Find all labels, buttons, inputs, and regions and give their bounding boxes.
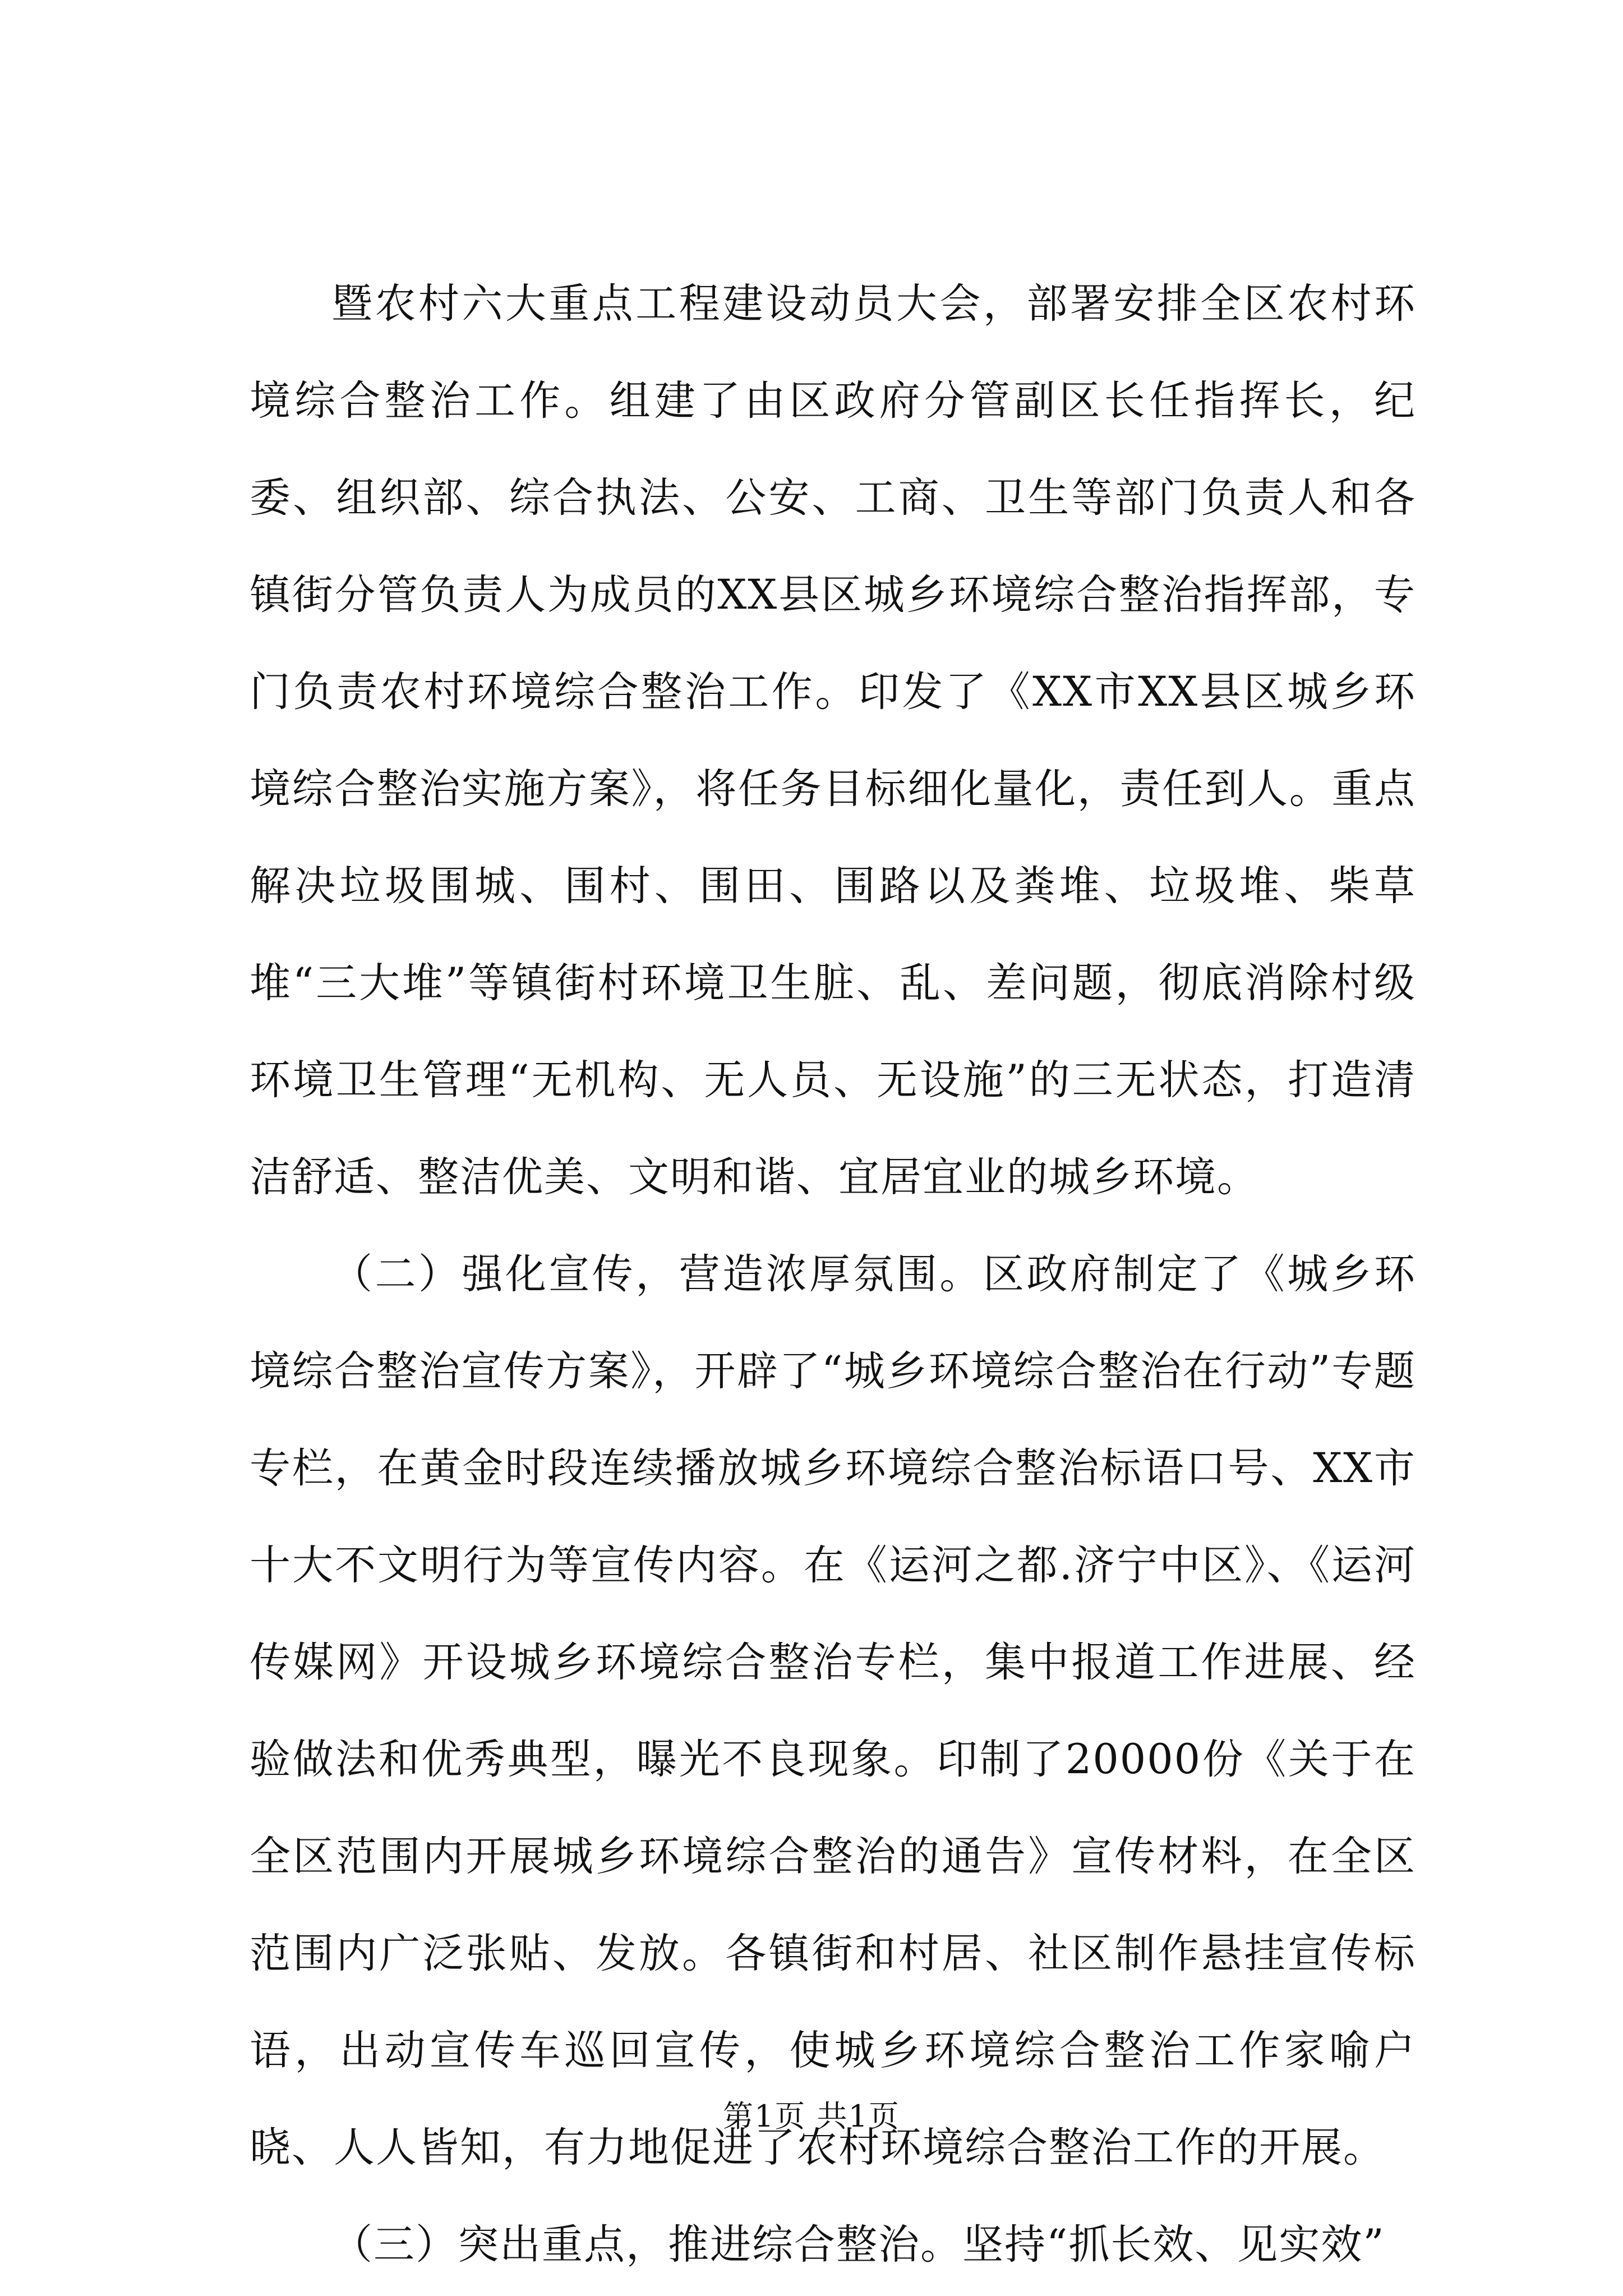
paragraph-3: （三）突出重点，推进综合整治。坚持“抓长效、见实效” [331,2221,1385,2269]
page-footer: 第1页 共1页 [723,2099,900,2134]
document-body [250,255,1416,2293]
paragraph-2: （二）强化宣传，营造浓厚氛围。区政府制定了《城乡环境综合整治宣传方案》，开辟了“城乡环境综合整治在行动”专题专栏，在黄金时段连续播放城乡环境综合整治标语口号、XX市十大不文明行为等宣传内容。在《运河之都.济宁中区》、《运河传媒网》开设城乡环境综合整治专栏，集中报道工作进展、经验做法和优秀典型，曝光不良现象。印制了20000份《关于在全区范围内开展城乡环境综合整治的通告》宣传材料，在全区范围内广泛张贴、发放。各镇街和村居、社区制作悬挂宣传标语，出动宣传车巡回宣传，使城乡环境综合整治工作家喻户晓、人人皆知，有力地促进了农村环境综合整治工作的开展。 [250,1250,1416,2171]
paragraph-1: 暨农村六大重点工程建设动员大会，部署安排全区农村环境综合整治工作。组建了由区政府分管副区长任指挥长，纪委、组织部、综合执法、公安、工商、卫生等部门负责人和各镇街分管负责人为成员的XX县区城乡环境综合整治指挥部，专门负责农村环境综合整治工作。印发了《XX市XX县区城乡环境综合整治实施方案》，将任务目标细化量化，责任到人。重点解决垃圾围城、围村、围田、围路以及粪堆、垃圾堆、柴草堆“三大堆”等镇街村环境卫生脏、乱、差问题，彻底消除村级环境卫生管理“无机构、无人员、无设施”的三无状态，打造清洁舒适、整洁优美、文明和谐、宜居宜业的城乡环境。 [250,280,1416,1201]
